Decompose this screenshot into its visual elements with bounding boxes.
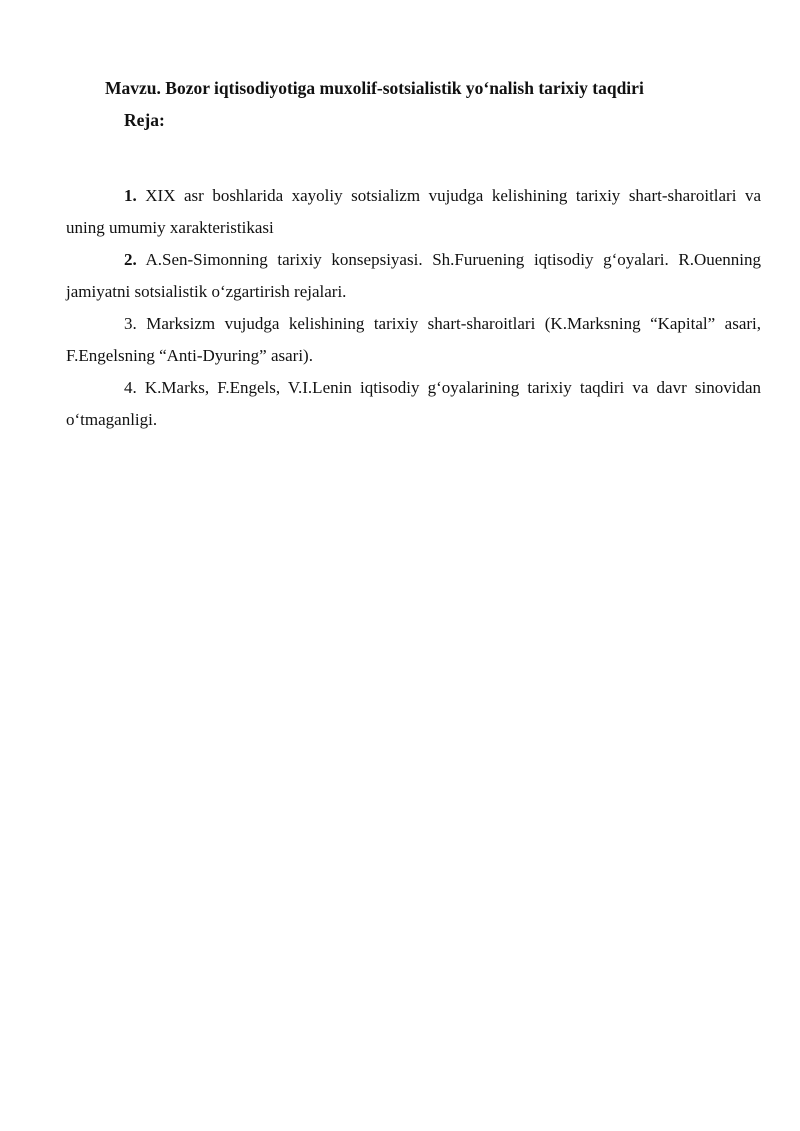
plan-heading: Reja: — [124, 110, 165, 130]
plan-item-number: 4. — [124, 378, 137, 397]
plan-item-text: A.Sen-Simonning tarixiy konsepsiyasi. Sh.Furuening iqtisodiy g‘oyalari. R.Ouenning jamiyatni sotsialistik o‘zgartirish rejalari. — [66, 250, 761, 301]
plan-item-3 — [66, 308, 761, 372]
plan-item-1 — [66, 180, 761, 244]
plan-list — [66, 180, 761, 436]
plan-item-2 — [66, 244, 761, 308]
plan-item-number: 1. — [124, 186, 137, 205]
plan-item-text: XIX asr boshlarida xayoliy sotsializm vujudga kelishining tarixiy shart-sharoitlari va uning umumiy xarakteristikasi — [66, 186, 761, 237]
plan-item-text: Marksizm vujudga kelishining tarixiy shart-sharoitlari (K.Marksning “Kapital” asari, F.Engelsning “Anti-Dyuring” asari). — [66, 314, 761, 365]
plan-item-number: 2. — [124, 250, 137, 269]
plan-item-4 — [66, 372, 761, 436]
plan-item-text: K.Marks, F.Engels, V.I.Lenin iqtisodiy g‘oyalarining tarixiy taqdiri va davr sinovidan o‘tmaganligi. — [66, 378, 761, 429]
plan-item-number: 3. — [124, 314, 137, 333]
document-title: Mavzu. Bozor iqtisodiyotiga muxolif-sotsialistik yo‘nalish tarixiy taqdiri — [105, 78, 644, 98]
